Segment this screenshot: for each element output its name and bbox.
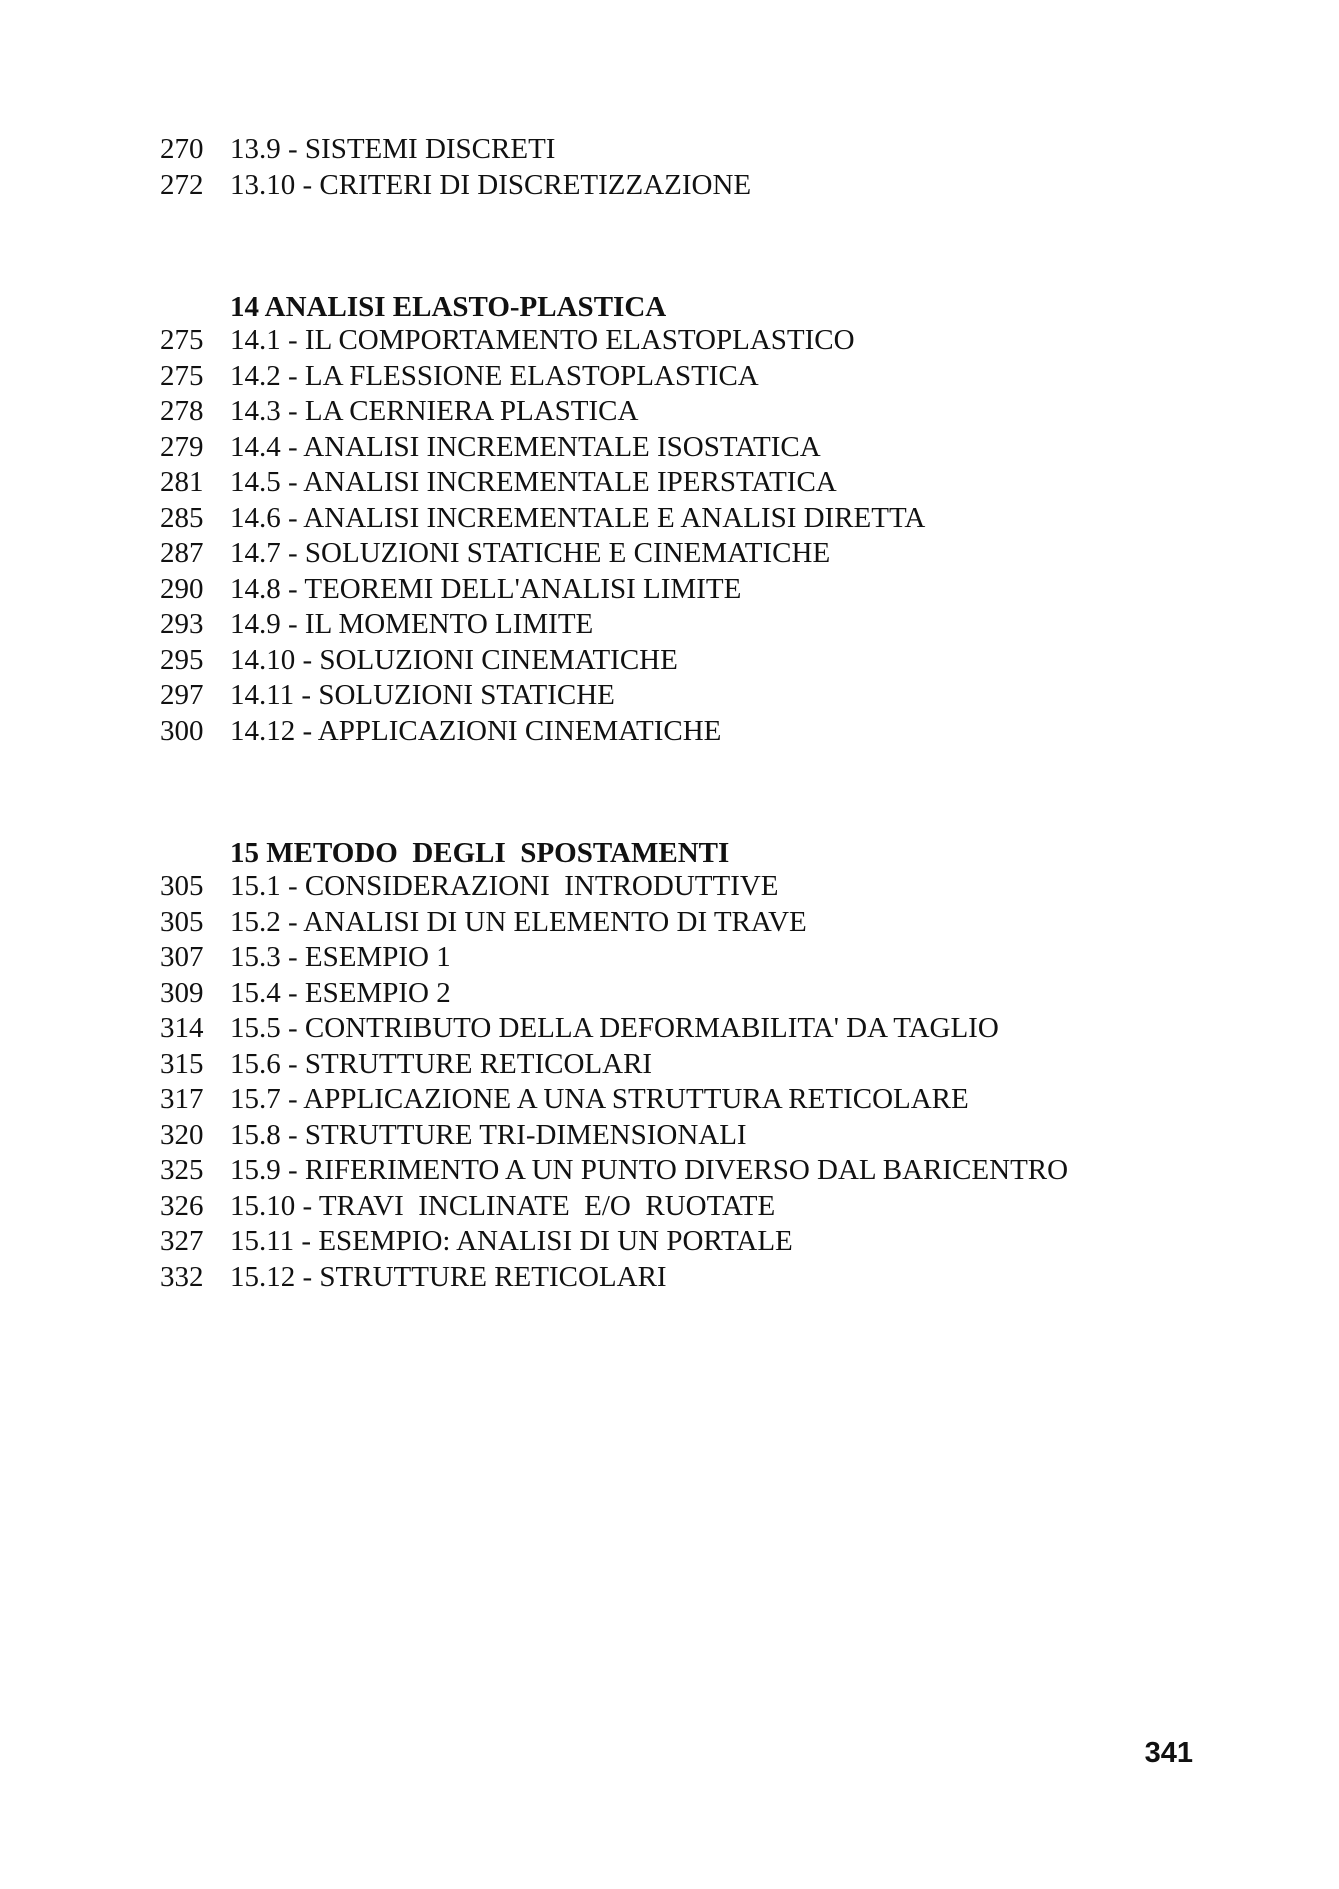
toc-entry-label: 15.5 - CONTRIBUTO DELLA DEFORMABILITA' DA TAGLIO [230,1012,999,1044]
toc-entry [160,430,1180,466]
toc-entry-label: 15.3 - ESEMPIO 1 [230,941,451,973]
toc-entry [160,1118,1180,1154]
toc-section-13 [160,132,1180,203]
toc-entry [160,905,1180,941]
toc-entry-label: 14.9 - IL MOMENTO LIMITE [230,608,594,640]
toc-entry-label: 15.7 - APPLICAZIONE A UNA STRUTTURA RETICOLARE [230,1083,969,1115]
toc-section-14 [160,291,1180,749]
toc-entry-page: 325 [160,1154,204,1186]
toc-entry-label: 15.9 - RIFERIMENTO A UN PUNTO DIVERSO DAL BARICENTRO [230,1154,1069,1186]
toc-entry-page: 307 [160,941,204,973]
toc-entry [160,1011,1180,1047]
chapter-title: 15 METODO DEGLI SPOSTAMENTI [230,837,730,869]
toc-entry-label: 14.3 - LA CERNIERA PLASTICA [230,395,639,427]
toc-entry [160,1189,1180,1225]
chapter-title: 14 ANALISI ELASTO-PLASTICA [230,291,667,323]
toc-entry-label: 14.8 - TEOREMI DELL'ANALISI LIMITE [230,572,742,605]
toc-entry-page: 320 [160,1118,204,1151]
toc-entry [160,940,1180,976]
toc-entry-page: 275 [160,359,204,392]
toc-entry-page: 285 [160,501,204,534]
toc-entry [160,359,1180,395]
toc-entry-page: 305 [160,870,204,902]
toc-entry-page: 279 [160,430,204,463]
toc-entry [160,132,1180,168]
toc-entry-page: 293 [160,608,204,640]
toc-entry [160,643,1180,679]
toc-entry-page: 287 [160,537,204,569]
toc-entry-label: 14.2 - LA FLESSIONE ELASTOPLASTICA [230,359,759,392]
toc-entry-label: 14.4 - ANALISI INCREMENTALE ISOSTATICA [230,430,821,463]
toc-entry-page: 300 [160,714,204,747]
toc-entry-label: 15.2 - ANALISI DI UN ELEMENTO DI TRAVE [230,905,807,938]
toc-entry-label: 14.7 - SOLUZIONI STATICHE E CINEMATICHE [230,537,831,569]
toc-entry-page: 278 [160,395,204,427]
toc-entry-label: 15.1 - CONSIDERAZIONI INTRODUTTIVE [230,870,779,902]
toc-entry [160,572,1180,608]
toc-entry-label: 15.11 - ESEMPIO: ANALISI DI UN PORTALE [230,1225,793,1257]
toc-entry-label: 15.8 - STRUTTURE TRI-DIMENSIONALI [230,1118,747,1151]
toc-entry [160,714,1180,750]
toc-entry-page: 309 [160,976,204,1009]
toc-entry-page: 317 [160,1083,204,1115]
toc-entry [160,869,1180,905]
toc-entry [160,501,1180,537]
toc-entry-label: 15.12 - STRUTTURE RETICOLARI [230,1260,667,1293]
toc-section-15 [160,837,1180,1295]
toc-entry-label: 15.4 - ESEMPIO 2 [230,976,451,1009]
toc-entry-page: 295 [160,643,204,676]
toc-entry [160,394,1180,430]
toc-entry-label: 14.5 - ANALISI INCREMENTALE IPERSTATICA [230,466,837,498]
toc-entry-label: 14.1 - IL COMPORTAMENTO ELASTOPLASTICO [230,324,855,356]
toc-entry-label: 15.6 - STRUTTURE RETICOLARI [230,1047,653,1080]
toc-entry-page: 315 [160,1047,204,1080]
toc-entry [160,465,1180,501]
toc-entry-label: 14.11 - SOLUZIONI STATICHE [230,679,615,711]
toc-entry-page: 281 [160,466,204,498]
toc-entry [160,976,1180,1012]
toc-entry-label: 14.12 - APPLICAZIONI CINEMATICHE [230,714,722,747]
toc-entry-page: 327 [160,1225,204,1257]
page-number: 341 [1144,1737,1193,1769]
toc-entry-page: 290 [160,572,204,605]
toc-entry-page: 326 [160,1189,204,1222]
toc-entry-page: 270 [160,133,204,165]
toc-entry [160,536,1180,572]
toc-entry-label: 14.6 - ANALISI INCREMENTALE E ANALISI DIRETTA [230,501,926,534]
toc-entry-page: 314 [160,1012,204,1044]
toc-entry-page: 272 [160,168,204,201]
toc-entry-label: 13.10 - CRITERI DI DISCRETIZZAZIONE [230,168,752,201]
toc-entry-page: 305 [160,905,204,938]
toc-entry-label: 14.10 - SOLUZIONI CINEMATICHE [230,643,678,676]
table-of-contents [160,132,1180,1295]
toc-entry [160,607,1180,643]
toc-entry-label: 13.9 - SISTEMI DISCRETI [230,133,556,165]
toc-entry [160,323,1180,359]
toc-entry [160,168,1180,204]
toc-entry-page: 297 [160,679,204,711]
toc-entry [160,1047,1180,1083]
toc-entry [160,1260,1180,1296]
toc-entry-label: 15.10 - TRAVI INCLINATE E/O RUOTATE [230,1189,776,1222]
toc-entry [160,1153,1180,1189]
toc-entry-page: 275 [160,324,204,356]
toc-entry [160,1082,1180,1118]
toc-entry-page: 332 [160,1260,204,1293]
toc-entry [160,1224,1180,1260]
toc-entry [160,678,1180,714]
